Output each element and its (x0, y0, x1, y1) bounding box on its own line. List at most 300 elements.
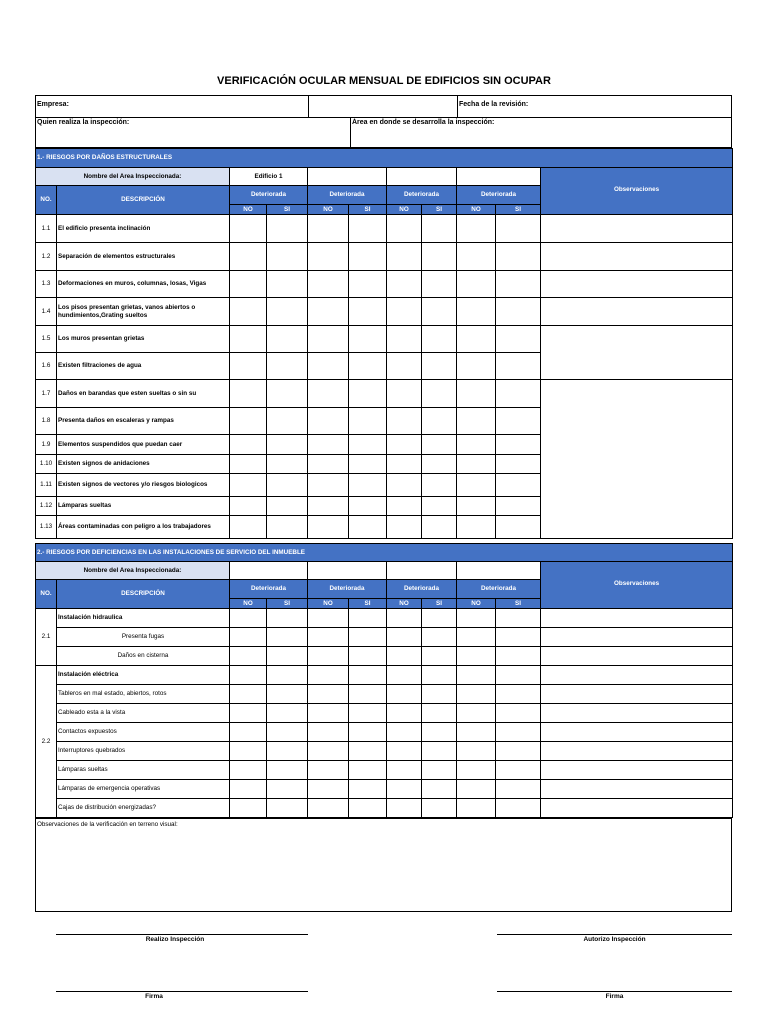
si-checkbox-cell[interactable] (267, 435, 308, 455)
table-row (36, 215, 733, 243)
si-checkbox-cell[interactable] (422, 628, 457, 647)
area-label: Área en donde se desarrolla la inspección: (352, 119, 495, 126)
no-col-header: NO (387, 599, 422, 609)
si-checkbox-cell[interactable] (422, 704, 457, 723)
area-name-value-3[interactable] (387, 562, 457, 580)
item-description: Existen signos de vectores y/o riesgos biologicos (57, 474, 230, 497)
no-checkbox-cell[interactable] (387, 455, 422, 474)
si-checkbox-cell[interactable] (267, 516, 308, 539)
no-checkbox-cell[interactable] (308, 215, 349, 243)
area-name-label: Nombre del Area Inspeccionada: (36, 562, 230, 580)
no-checkbox-cell[interactable] (308, 666, 349, 685)
no-checkbox-cell[interactable] (387, 666, 422, 685)
area-name-value-1[interactable] (230, 562, 308, 580)
no-checkbox-cell[interactable] (308, 353, 349, 380)
no-checkbox-cell[interactable] (308, 704, 349, 723)
no-checkbox-cell[interactable] (457, 704, 496, 723)
table-row (36, 298, 733, 326)
si-checkbox-cell[interactable] (267, 780, 308, 799)
no-checkbox-cell[interactable] (230, 353, 267, 380)
no-checkbox-cell[interactable] (387, 497, 422, 516)
observation-cell[interactable] (541, 271, 733, 298)
item-description: Áreas contaminadas con peligro a los trabajadores (57, 516, 230, 539)
descripcion-header: DESCRIPCIÓN (57, 580, 230, 609)
si-checkbox-cell[interactable] (496, 761, 541, 780)
no-checkbox-cell[interactable] (457, 799, 496, 818)
no-checkbox-cell[interactable] (387, 647, 422, 666)
section2-title: 2.- RIESGOS POR DEFICIENCIAS EN LAS INSTALACIONES DE SERVICIO DEL INMUEBLE (36, 544, 733, 562)
no-col-header: NO (230, 205, 267, 215)
no-col-header: NO (387, 205, 422, 215)
no-checkbox-cell[interactable] (457, 761, 496, 780)
observation-cell[interactable] (541, 298, 733, 326)
realizo-firma-line[interactable] (56, 991, 308, 992)
no-checkbox-cell[interactable] (457, 723, 496, 742)
no-checkbox-cell[interactable] (230, 780, 267, 799)
si-checkbox-cell[interactable] (496, 408, 541, 435)
no-checkbox-cell[interactable] (308, 408, 349, 435)
observaciones-header: Observaciones (541, 562, 733, 609)
no-checkbox-cell[interactable] (308, 647, 349, 666)
no-checkbox-cell[interactable] (230, 474, 267, 497)
table-row (36, 761, 733, 780)
observation-cell[interactable] (541, 780, 733, 799)
table-row (36, 666, 733, 685)
area-name-value-3[interactable] (387, 168, 457, 186)
no-checkbox-cell[interactable] (387, 780, 422, 799)
si-checkbox-cell[interactable] (422, 497, 457, 516)
observaciones-header: Observaciones (541, 168, 733, 215)
no-checkbox-cell[interactable] (230, 799, 267, 818)
no-checkbox-cell[interactable] (387, 723, 422, 742)
si-checkbox-cell[interactable] (349, 435, 387, 455)
observation-cell[interactable] (541, 666, 733, 685)
si-checkbox-cell[interactable] (422, 780, 457, 799)
no-checkbox-cell[interactable] (457, 380, 496, 408)
no-checkbox-cell[interactable] (457, 742, 496, 761)
si-checkbox-cell[interactable] (267, 408, 308, 435)
realizo-signature-line[interactable] (56, 934, 308, 935)
no-checkbox-cell[interactable] (457, 780, 496, 799)
no-checkbox-cell[interactable] (387, 435, 422, 455)
si-checkbox-cell[interactable] (422, 243, 457, 271)
no-checkbox-cell[interactable] (230, 723, 267, 742)
si-checkbox-cell[interactable] (349, 780, 387, 799)
no-checkbox-cell[interactable] (308, 609, 349, 628)
no-checkbox-cell[interactable] (387, 609, 422, 628)
si-checkbox-cell[interactable] (349, 474, 387, 497)
no-checkbox-cell[interactable] (230, 704, 267, 723)
si-col-header: SI (496, 599, 541, 609)
no-checkbox-cell[interactable] (230, 408, 267, 435)
item-description: El edificio presenta inclinación (57, 215, 230, 243)
si-checkbox-cell[interactable] (496, 380, 541, 408)
no-checkbox-cell[interactable] (230, 298, 267, 326)
no-checkbox-cell[interactable] (230, 666, 267, 685)
no-checkbox-cell[interactable] (387, 243, 422, 271)
observation-cell[interactable] (541, 243, 733, 271)
si-checkbox-cell[interactable] (496, 353, 541, 380)
si-checkbox-cell[interactable] (267, 628, 308, 647)
si-col-header: SI (496, 205, 541, 215)
si-checkbox-cell[interactable] (349, 497, 387, 516)
observation-cell[interactable] (541, 723, 733, 742)
si-checkbox-cell[interactable] (267, 666, 308, 685)
no-checkbox-cell[interactable] (230, 380, 267, 408)
area-name-value-2[interactable] (308, 562, 387, 580)
no-checkbox-cell[interactable] (308, 435, 349, 455)
si-col-header: SI (267, 599, 308, 609)
final-observations-label: Observaciones de la verificación en terreno visual: (37, 821, 178, 828)
si-checkbox-cell[interactable] (422, 609, 457, 628)
si-checkbox-cell[interactable] (267, 215, 308, 243)
no-checkbox-cell[interactable] (457, 408, 496, 435)
no-checkbox-cell[interactable] (230, 609, 267, 628)
si-checkbox-cell[interactable] (349, 271, 387, 298)
si-checkbox-cell[interactable] (496, 704, 541, 723)
si-checkbox-cell[interactable] (267, 685, 308, 704)
si-col-header: SI (422, 205, 457, 215)
si-checkbox-cell[interactable] (496, 497, 541, 516)
no-checkbox-cell[interactable] (457, 516, 496, 539)
group-title: Instalación hidraulica (57, 609, 230, 628)
table-row (36, 723, 733, 742)
item-description: Daños en cisterna (57, 647, 230, 666)
no-checkbox-cell[interactable] (387, 408, 422, 435)
si-checkbox-cell[interactable] (349, 799, 387, 818)
area-name-value-4[interactable] (457, 562, 541, 580)
no-checkbox-cell[interactable] (308, 761, 349, 780)
si-checkbox-cell[interactable] (496, 685, 541, 704)
section2-table (35, 543, 733, 818)
si-checkbox-cell[interactable] (422, 271, 457, 298)
no-checkbox-cell[interactable] (387, 799, 422, 818)
item-description: Deformaciones en muros, columnas, losas, Vigas (57, 271, 230, 298)
si-checkbox-cell[interactable] (267, 298, 308, 326)
observation-cell[interactable] (541, 380, 733, 539)
no-checkbox-cell[interactable] (230, 243, 267, 271)
no-checkbox-cell[interactable] (387, 326, 422, 353)
no-col-header: NO (308, 599, 349, 609)
item-number: 1.1 (36, 215, 57, 243)
no-checkbox-cell[interactable] (457, 353, 496, 380)
item-description: Elementos suspendidos que puedan caer (57, 435, 230, 455)
item-number: 1.5 (36, 326, 57, 353)
no-checkbox-cell[interactable] (457, 628, 496, 647)
no-checkbox-cell[interactable] (308, 474, 349, 497)
si-checkbox-cell[interactable] (496, 455, 541, 474)
si-checkbox-cell[interactable] (422, 215, 457, 243)
si-checkbox-cell[interactable] (496, 647, 541, 666)
no-checkbox-cell[interactable] (457, 474, 496, 497)
page-title: VERIFICACIÓN OCULAR MENSUAL DE EDIFICIOS SIN OCUPAR (217, 75, 551, 87)
no-checkbox-cell[interactable] (308, 455, 349, 474)
si-checkbox-cell[interactable] (267, 647, 308, 666)
no-checkbox-cell[interactable] (308, 780, 349, 799)
si-checkbox-cell[interactable] (349, 380, 387, 408)
si-checkbox-cell[interactable] (349, 723, 387, 742)
no-checkbox-cell[interactable] (387, 474, 422, 497)
no-checkbox-cell[interactable] (230, 497, 267, 516)
no-checkbox-cell[interactable] (387, 742, 422, 761)
si-checkbox-cell[interactable] (422, 685, 457, 704)
item-description: Lámparas de emergencia operativas (57, 780, 230, 799)
si-checkbox-cell[interactable] (349, 455, 387, 474)
area-name-value-4[interactable] (457, 168, 541, 186)
observation-cell[interactable] (541, 326, 733, 380)
table-row (36, 704, 733, 723)
si-checkbox-cell[interactable] (349, 704, 387, 723)
si-checkbox-cell[interactable] (349, 243, 387, 271)
si-checkbox-cell[interactable] (422, 455, 457, 474)
no-checkbox-cell[interactable] (230, 215, 267, 243)
si-checkbox-cell[interactable] (267, 761, 308, 780)
si-checkbox-cell[interactable] (349, 666, 387, 685)
group-title: Instalación eléctrica (57, 666, 230, 685)
si-checkbox-cell[interactable] (496, 474, 541, 497)
si-checkbox-cell[interactable] (496, 243, 541, 271)
item-description: Existen signos de anidaciones (57, 455, 230, 474)
si-checkbox-cell[interactable] (349, 516, 387, 539)
si-checkbox-cell[interactable] (422, 380, 457, 408)
no-checkbox-cell[interactable] (387, 704, 422, 723)
table-row (36, 380, 733, 408)
no-checkbox-cell[interactable] (308, 243, 349, 271)
no-checkbox-cell[interactable] (230, 761, 267, 780)
no-checkbox-cell[interactable] (457, 609, 496, 628)
si-checkbox-cell[interactable] (267, 723, 308, 742)
no-checkbox-cell[interactable] (230, 516, 267, 539)
si-checkbox-cell[interactable] (349, 761, 387, 780)
item-description: Daños en barandas que esten sueltas o sin su (57, 380, 230, 408)
si-checkbox-cell[interactable] (349, 628, 387, 647)
si-checkbox-cell[interactable] (349, 326, 387, 353)
no-checkbox-cell[interactable] (230, 435, 267, 455)
deteriorada-header: Deteriorada (308, 580, 387, 599)
autorizo-firma-line[interactable] (497, 991, 732, 992)
item-number: 2.1 (36, 609, 57, 666)
table-row (36, 780, 733, 799)
observation-cell[interactable] (541, 742, 733, 761)
no-checkbox-cell[interactable] (387, 685, 422, 704)
no-checkbox-cell[interactable] (457, 326, 496, 353)
no-checkbox-cell[interactable] (457, 435, 496, 455)
observation-cell[interactable] (541, 215, 733, 243)
si-col-header: SI (267, 205, 308, 215)
si-checkbox-cell[interactable] (496, 215, 541, 243)
si-checkbox-cell[interactable] (496, 780, 541, 799)
item-number: 1.2 (36, 243, 57, 271)
final-observations-box[interactable] (35, 818, 732, 912)
si-checkbox-cell[interactable] (267, 326, 308, 353)
si-checkbox-cell[interactable] (267, 380, 308, 408)
si-checkbox-cell[interactable] (422, 723, 457, 742)
si-checkbox-cell[interactable] (422, 761, 457, 780)
si-checkbox-cell[interactable] (496, 609, 541, 628)
no-checkbox-cell[interactable] (457, 243, 496, 271)
no-checkbox-cell[interactable] (387, 298, 422, 326)
si-checkbox-cell[interactable] (422, 666, 457, 685)
si-checkbox-cell[interactable] (496, 271, 541, 298)
si-checkbox-cell[interactable] (267, 243, 308, 271)
no-checkbox-cell[interactable] (457, 666, 496, 685)
si-checkbox-cell[interactable] (496, 435, 541, 455)
observation-cell[interactable] (541, 799, 733, 818)
no-checkbox-cell[interactable] (387, 215, 422, 243)
no-checkbox-cell[interactable] (230, 455, 267, 474)
item-description: Cajas de distribución energizadas? (57, 799, 230, 818)
area-name-value-2[interactable] (308, 168, 387, 186)
si-checkbox-cell[interactable] (422, 298, 457, 326)
no-checkbox-cell[interactable] (308, 516, 349, 539)
si-checkbox-cell[interactable] (422, 516, 457, 539)
no-checkbox-cell[interactable] (308, 723, 349, 742)
no-checkbox-cell[interactable] (457, 455, 496, 474)
item-number: 2.2 (36, 666, 57, 818)
si-checkbox-cell[interactable] (422, 742, 457, 761)
no-checkbox-cell[interactable] (308, 799, 349, 818)
no-checkbox-cell[interactable] (387, 380, 422, 408)
no-checkbox-cell[interactable] (230, 685, 267, 704)
no-checkbox-cell[interactable] (457, 298, 496, 326)
table-row (36, 685, 733, 704)
table-row (36, 742, 733, 761)
observation-cell[interactable] (541, 685, 733, 704)
si-checkbox-cell[interactable] (422, 353, 457, 380)
si-checkbox-cell[interactable] (267, 474, 308, 497)
area-name-value-1[interactable]: Edificio 1 (230, 168, 308, 186)
item-description: Lámparas sueltas (57, 497, 230, 516)
deteriorada-header: Deteriorada (308, 186, 387, 205)
item-description: Interruptores quebrados (57, 742, 230, 761)
item-description: Tableros en mal estado, abiertos, rotos (57, 685, 230, 704)
si-checkbox-cell[interactable] (267, 497, 308, 516)
no-checkbox-cell[interactable] (308, 380, 349, 408)
si-col-header: SI (349, 599, 387, 609)
no-checkbox-cell[interactable] (457, 215, 496, 243)
si-checkbox-cell[interactable] (349, 408, 387, 435)
table-row (36, 609, 733, 628)
si-checkbox-cell[interactable] (422, 647, 457, 666)
table-row (36, 647, 733, 666)
observation-cell[interactable] (541, 609, 733, 628)
no-checkbox-cell[interactable] (457, 685, 496, 704)
si-checkbox-cell[interactable] (349, 742, 387, 761)
si-checkbox-cell[interactable] (496, 742, 541, 761)
autorizo-firma-label: Firma (605, 993, 624, 1000)
section1-title: 1.- RIESGOS POR DAÑOS ESTRUCTURALES (36, 149, 733, 168)
no-checkbox-cell[interactable] (230, 628, 267, 647)
si-checkbox-cell[interactable] (422, 474, 457, 497)
deteriorada-header: Deteriorada (387, 186, 457, 205)
si-checkbox-cell[interactable] (349, 298, 387, 326)
realizo-label: Realizo Inspección (145, 936, 205, 943)
si-checkbox-cell[interactable] (267, 455, 308, 474)
fecha-label: Fecha de la revisión: (459, 101, 529, 108)
no-checkbox-cell[interactable] (308, 685, 349, 704)
no-checkbox-cell[interactable] (387, 761, 422, 780)
observation-cell[interactable] (541, 704, 733, 723)
no-checkbox-cell[interactable] (230, 742, 267, 761)
item-description: Cableado esta a la vista (57, 704, 230, 723)
observation-cell[interactable] (541, 647, 733, 666)
si-checkbox-cell[interactable] (422, 799, 457, 818)
item-number: 1.12 (36, 497, 57, 516)
si-checkbox-cell[interactable] (267, 609, 308, 628)
no-checkbox-cell[interactable] (230, 326, 267, 353)
si-checkbox-cell[interactable] (349, 353, 387, 380)
item-number: 1.3 (36, 271, 57, 298)
no-checkbox-cell[interactable] (457, 647, 496, 666)
si-checkbox-cell[interactable] (496, 298, 541, 326)
no-checkbox-cell[interactable] (308, 271, 349, 298)
si-checkbox-cell[interactable] (496, 628, 541, 647)
item-number: 1.13 (36, 516, 57, 539)
no-checkbox-cell[interactable] (457, 271, 496, 298)
item-description: Presenta daños en escaleras y rampas (57, 408, 230, 435)
no-checkbox-cell[interactable] (387, 516, 422, 539)
table-row (36, 799, 733, 818)
si-checkbox-cell[interactable] (496, 723, 541, 742)
no-checkbox-cell[interactable] (308, 628, 349, 647)
si-checkbox-cell[interactable] (267, 704, 308, 723)
item-number: 1.9 (36, 435, 57, 455)
no-col-header: NO (457, 599, 496, 609)
si-checkbox-cell[interactable] (267, 353, 308, 380)
si-checkbox-cell[interactable] (349, 685, 387, 704)
no-col-header: NO (308, 205, 349, 215)
item-description: Existen filtraciones de agua (57, 353, 230, 380)
observation-cell[interactable] (541, 761, 733, 780)
si-checkbox-cell[interactable] (496, 799, 541, 818)
table-row (36, 243, 733, 271)
no-checkbox-cell[interactable] (387, 628, 422, 647)
deteriorada-header: Deteriorada (457, 580, 541, 599)
item-number: 1.8 (36, 408, 57, 435)
no-header: NO. (36, 186, 57, 215)
no-checkbox-cell[interactable] (308, 497, 349, 516)
no-checkbox-cell[interactable] (230, 271, 267, 298)
si-checkbox-cell[interactable] (422, 408, 457, 435)
no-col-header: NO (457, 205, 496, 215)
si-checkbox-cell[interactable] (267, 799, 308, 818)
si-checkbox-cell[interactable] (267, 271, 308, 298)
observation-cell[interactable] (541, 628, 733, 647)
autorizo-signature-line[interactable] (497, 934, 732, 935)
si-checkbox-cell[interactable] (422, 435, 457, 455)
si-checkbox-cell[interactable] (349, 609, 387, 628)
no-checkbox-cell[interactable] (308, 298, 349, 326)
autorizo-label: Autorizo Inspección (583, 936, 646, 943)
no-checkbox-cell[interactable] (230, 647, 267, 666)
empresa-label: Empresa: (37, 101, 69, 108)
item-number: 1.10 (36, 455, 57, 474)
no-checkbox-cell[interactable] (308, 742, 349, 761)
no-checkbox-cell[interactable] (457, 497, 496, 516)
si-checkbox-cell[interactable] (422, 326, 457, 353)
si-checkbox-cell[interactable] (496, 326, 541, 353)
no-checkbox-cell[interactable] (308, 326, 349, 353)
si-checkbox-cell[interactable] (267, 742, 308, 761)
si-checkbox-cell[interactable] (349, 215, 387, 243)
si-checkbox-cell[interactable] (496, 516, 541, 539)
no-checkbox-cell[interactable] (387, 271, 422, 298)
si-checkbox-cell[interactable] (349, 647, 387, 666)
realizo-firma-label: Firma (145, 993, 163, 1000)
no-checkbox-cell[interactable] (387, 353, 422, 380)
si-col-header: SI (349, 205, 387, 215)
si-checkbox-cell[interactable] (496, 666, 541, 685)
